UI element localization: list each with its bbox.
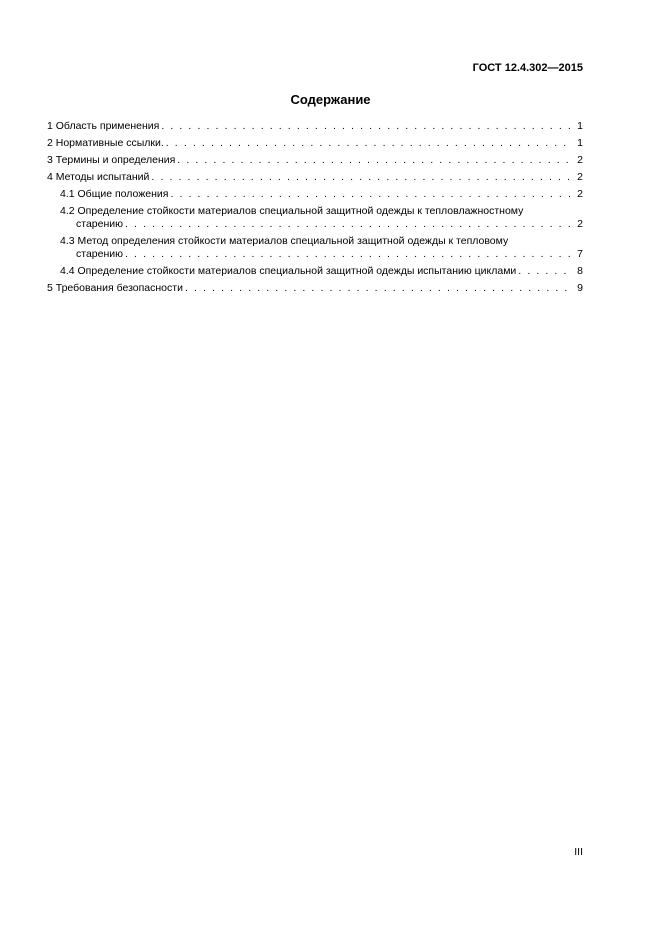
toc-entry-label: 4 Методы испытаний [47, 171, 150, 183]
toc-entry-continuation-line [60, 248, 583, 261]
toc-entry-page: 8 [577, 265, 583, 277]
leader-dots [166, 137, 573, 150]
toc-entry-label: 4.2 Определение стойкости материалов специальной защитной одежды к тепловлажностному [60, 205, 524, 217]
leader-dots [518, 265, 573, 278]
toc-entry-4-3[interactable] [47, 235, 583, 261]
toc-entry-label: 3 Термины и определения [47, 154, 176, 166]
toc-entry-page: 2 [577, 218, 583, 230]
toc-entry-page: 2 [577, 154, 583, 166]
leader-dots [125, 218, 573, 231]
toc-entry-page: 2 [577, 171, 583, 183]
document-code: ГОСТ 12.4.302—2015 [472, 62, 583, 74]
toc-entry-label: 1 Область применения [47, 120, 160, 132]
page-number: III [574, 846, 583, 858]
leader-dots [177, 154, 573, 167]
toc-entry-label: 5 Требования безопасности [47, 282, 183, 294]
toc-entry-4-4[interactable] [47, 265, 583, 278]
toc-entry-page: 2 [577, 188, 583, 200]
toc-entry-page: 7 [577, 248, 583, 260]
leader-dots [185, 282, 573, 295]
toc-entry-label-continuation: старению [76, 218, 123, 230]
toc-entry-4-1[interactable] [47, 188, 583, 201]
toc-entry-continuation-line [60, 218, 583, 231]
leader-dots [170, 188, 573, 201]
toc-entry-1[interactable] [47, 120, 583, 133]
toc-entry-label: 4.1 Общие положения [60, 188, 169, 200]
toc-entry-4[interactable] [47, 171, 583, 184]
toc-entry-page: 1 [577, 120, 583, 132]
toc-entry-page: 1 [577, 137, 583, 149]
leader-dots [125, 248, 573, 261]
toc-entry-3[interactable] [47, 154, 583, 167]
toc-entry-page: 9 [577, 282, 583, 294]
leader-dots [161, 120, 573, 133]
toc-entry-text [60, 235, 583, 261]
toc-entry-label: 2 Нормативные ссылки. [47, 137, 164, 149]
toc-title: Содержание [290, 92, 371, 107]
table-of-contents [47, 120, 583, 299]
toc-entry-label: 4.4 Определение стойкости материалов специальной защитной одежды испытанию циклами [60, 265, 517, 277]
toc-entry-4-2[interactable] [47, 205, 583, 231]
toc-entry-2[interactable] [47, 137, 583, 150]
toc-entry-5[interactable] [47, 282, 583, 295]
leader-dots [151, 171, 573, 184]
toc-entry-text [60, 205, 583, 231]
toc-entry-label: 4.3 Метод определения стойкости материалов специальной защитной одежды к тепловому [60, 235, 509, 247]
toc-entry-label-continuation: старению [76, 248, 123, 260]
